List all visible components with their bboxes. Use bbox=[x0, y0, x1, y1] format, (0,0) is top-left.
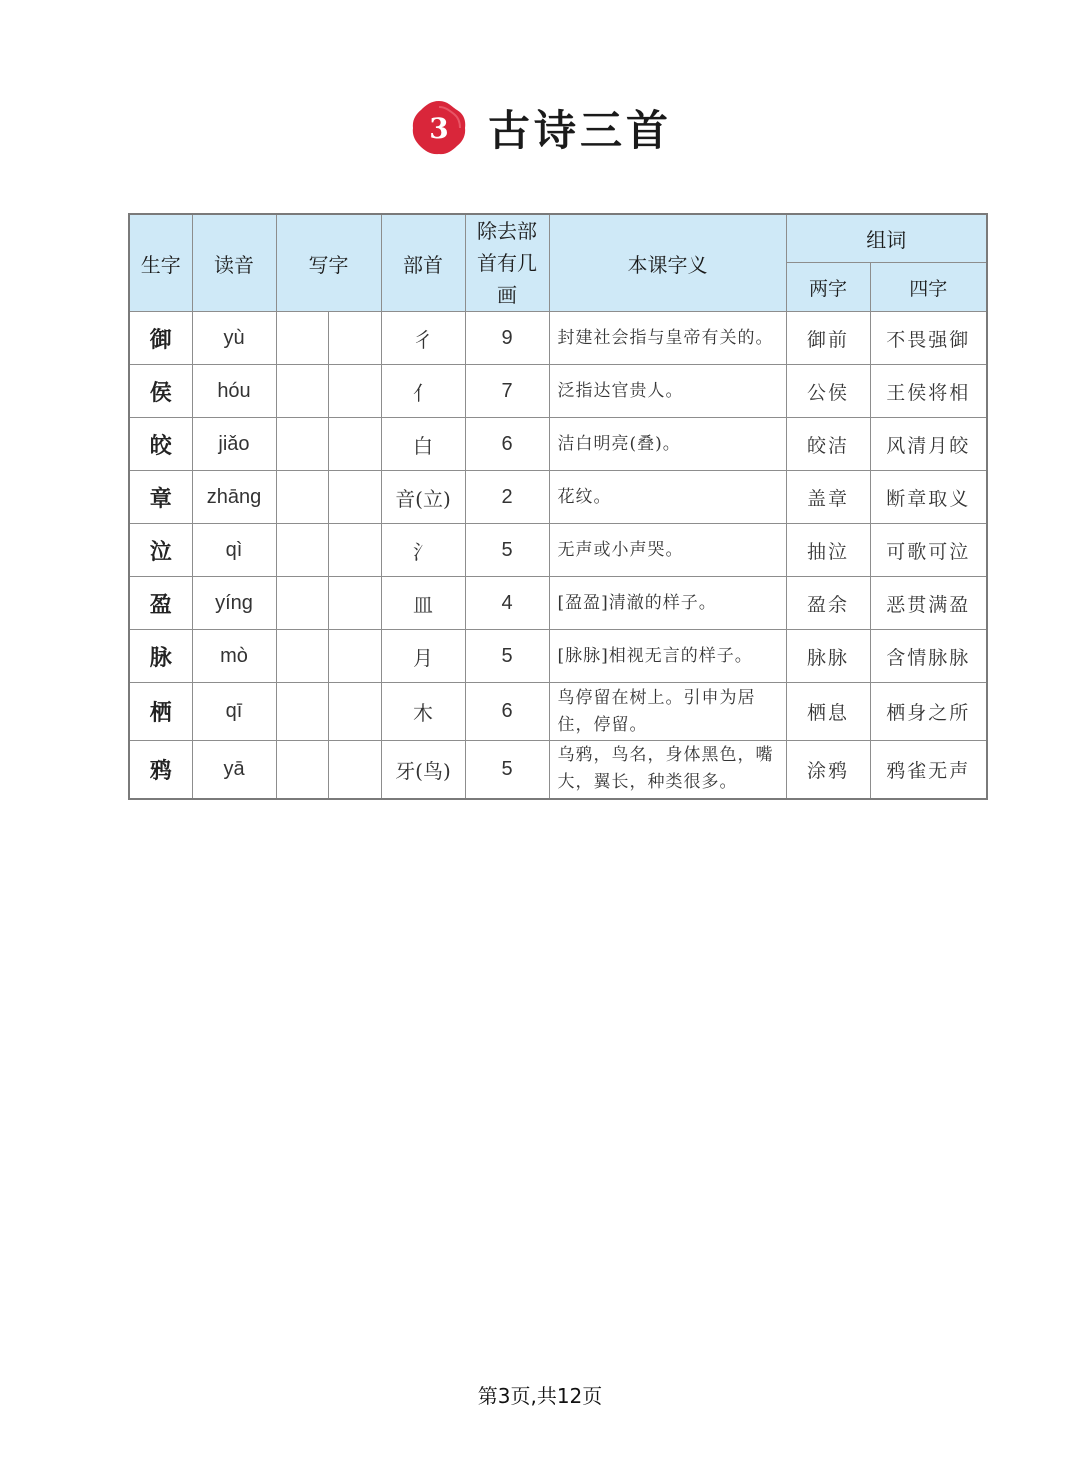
radical-cell: 月 bbox=[381, 630, 465, 683]
write-box[interactable] bbox=[276, 471, 328, 524]
table-row bbox=[129, 418, 987, 471]
table-row bbox=[129, 365, 987, 418]
two-char-word: 盖章 bbox=[786, 471, 870, 524]
write-box[interactable] bbox=[276, 577, 328, 630]
pinyin-cell: qì bbox=[192, 524, 276, 577]
meaning-cell: 乌鸦，鸟名，身体黑色，嘴大，翼长，种类很多。 bbox=[549, 741, 786, 799]
radical-cell: 亻 bbox=[381, 365, 465, 418]
four-char-word: 含情脉脉 bbox=[870, 630, 987, 683]
pinyin-cell: yù bbox=[192, 312, 276, 365]
pinyin-cell: mò bbox=[192, 630, 276, 683]
char-cell: 盈 bbox=[129, 577, 192, 630]
table-row bbox=[129, 312, 987, 365]
header-four-char: 四字 bbox=[870, 263, 987, 312]
page-title: 古诗三首 bbox=[487, 106, 672, 155]
radical-cell: 白 bbox=[381, 418, 465, 471]
table-row bbox=[129, 577, 987, 630]
pinyin-cell: yā bbox=[192, 741, 276, 799]
write-box[interactable] bbox=[276, 418, 328, 471]
header-pinyin: 读音 bbox=[192, 214, 276, 312]
meaning-cell: [盈盈]清澈的样子。 bbox=[549, 577, 786, 630]
char-cell: 脉 bbox=[129, 630, 192, 683]
four-char-word: 王侯将相 bbox=[870, 365, 987, 418]
header-write: 写字 bbox=[276, 214, 381, 312]
two-char-word: 盈余 bbox=[786, 577, 870, 630]
write-box[interactable] bbox=[276, 524, 328, 577]
write-box[interactable] bbox=[328, 524, 381, 577]
table-row bbox=[129, 741, 987, 799]
two-char-word: 公侯 bbox=[786, 365, 870, 418]
write-box[interactable] bbox=[276, 365, 328, 418]
two-char-word: 涂鸦 bbox=[786, 741, 870, 799]
four-char-word: 恶贯满盈 bbox=[870, 577, 987, 630]
table-row bbox=[129, 630, 987, 683]
write-box[interactable] bbox=[276, 630, 328, 683]
header-words: 组词 bbox=[786, 214, 987, 263]
header-strokes: 除去部首有几画 bbox=[465, 214, 549, 312]
write-box[interactable] bbox=[328, 577, 381, 630]
write-box[interactable] bbox=[328, 312, 381, 365]
four-char-word: 断章取义 bbox=[870, 471, 987, 524]
write-box[interactable] bbox=[276, 312, 328, 365]
header-meaning: 本课字义 bbox=[549, 214, 786, 312]
table-row bbox=[129, 683, 987, 741]
two-char-word: 御前 bbox=[786, 312, 870, 365]
two-char-word: 脉脉 bbox=[786, 630, 870, 683]
char-cell: 栖 bbox=[129, 683, 192, 741]
write-box[interactable] bbox=[276, 683, 328, 741]
vocabulary-table bbox=[128, 213, 988, 800]
pinyin-cell: zhāng bbox=[192, 471, 276, 524]
two-char-word: 栖息 bbox=[786, 683, 870, 741]
strokes-cell: 6 bbox=[465, 418, 549, 471]
meaning-cell: 花纹。 bbox=[549, 471, 786, 524]
meaning-cell: 洁白明亮(叠)。 bbox=[549, 418, 786, 471]
four-char-word: 风清月皎 bbox=[870, 418, 987, 471]
strokes-cell: 4 bbox=[465, 577, 549, 630]
four-char-word: 不畏强御 bbox=[870, 312, 987, 365]
strokes-cell: 5 bbox=[465, 741, 549, 799]
char-cell: 章 bbox=[129, 471, 192, 524]
pinyin-cell: qī bbox=[192, 683, 276, 741]
four-char-word: 栖身之所 bbox=[870, 683, 987, 741]
strokes-cell: 7 bbox=[465, 365, 549, 418]
char-cell: 御 bbox=[129, 312, 192, 365]
radical-cell: 氵 bbox=[381, 524, 465, 577]
write-box[interactable] bbox=[328, 741, 381, 799]
pinyin-cell: hóu bbox=[192, 365, 276, 418]
meaning-cell: [脉脉]相视无言的样子。 bbox=[549, 630, 786, 683]
radical-cell: 牙(鸟) bbox=[381, 741, 465, 799]
write-box[interactable] bbox=[328, 471, 381, 524]
char-cell: 侯 bbox=[129, 365, 192, 418]
radical-cell: 皿 bbox=[381, 577, 465, 630]
header-two-char: 两字 bbox=[786, 263, 870, 312]
header-char: 生字 bbox=[129, 214, 192, 312]
four-char-word: 鸦雀无声 bbox=[870, 741, 987, 799]
write-box[interactable] bbox=[328, 418, 381, 471]
radical-cell: 木 bbox=[381, 683, 465, 741]
pinyin-cell: jiǎo bbox=[192, 418, 276, 471]
strokes-cell: 9 bbox=[465, 312, 549, 365]
lesson-number-badge bbox=[408, 97, 470, 159]
two-char-word: 皎洁 bbox=[786, 418, 870, 471]
strokes-cell: 5 bbox=[465, 630, 549, 683]
table-row bbox=[129, 471, 987, 524]
header-radical: 部首 bbox=[381, 214, 465, 312]
meaning-cell: 鸟停留在树上。引申为居住，停留。 bbox=[549, 683, 786, 741]
write-box[interactable] bbox=[276, 741, 328, 799]
meaning-cell: 无声或小声哭。 bbox=[549, 524, 786, 577]
lesson-number: 3 bbox=[429, 111, 449, 145]
two-char-word: 抽泣 bbox=[786, 524, 870, 577]
write-box[interactable] bbox=[328, 365, 381, 418]
strokes-cell: 6 bbox=[465, 683, 549, 741]
radical-cell: 音(立) bbox=[381, 471, 465, 524]
write-box[interactable] bbox=[328, 683, 381, 741]
meaning-cell: 泛指达官贵人。 bbox=[549, 365, 786, 418]
char-cell: 皎 bbox=[129, 418, 192, 471]
pinyin-cell: yíng bbox=[192, 577, 276, 630]
table-row bbox=[129, 524, 987, 577]
radical-cell: 彳 bbox=[381, 312, 465, 365]
strokes-cell: 5 bbox=[465, 524, 549, 577]
meaning-cell: 封建社会指与皇帝有关的。 bbox=[549, 312, 786, 365]
char-cell: 泣 bbox=[129, 524, 192, 577]
char-cell: 鸦 bbox=[129, 741, 192, 799]
lesson-title-bar bbox=[0, 96, 1080, 160]
write-box[interactable] bbox=[328, 630, 381, 683]
page-indicator: 第3页,共12页 bbox=[477, 1384, 603, 1408]
strokes-cell: 2 bbox=[465, 471, 549, 524]
four-char-word: 可歌可泣 bbox=[870, 524, 987, 577]
